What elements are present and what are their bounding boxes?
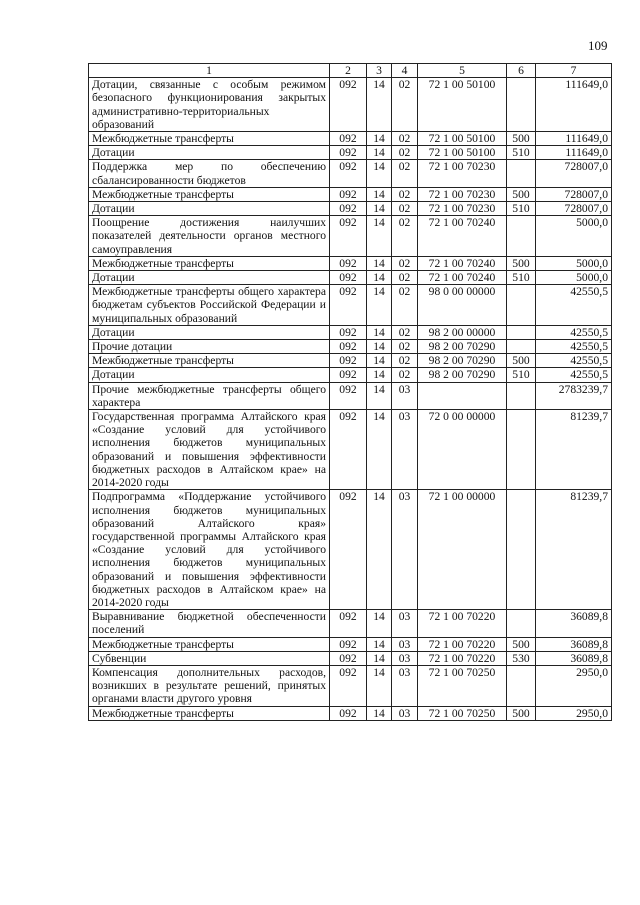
row-section-cell: 14	[367, 651, 392, 665]
row-name-cell: Компенсация дополнительных расходов, возникших в результате решений, принятых органами власти другого уровня	[89, 665, 330, 706]
row-expense-type-cell	[507, 610, 536, 637]
row-expense-type-cell: 500	[507, 706, 536, 720]
table-row	[89, 340, 612, 354]
row-section-cell: 14	[367, 382, 392, 409]
table-row	[89, 285, 612, 326]
row-amount-cell: 36089,8	[536, 651, 612, 665]
row-expense-type-cell: 510	[507, 146, 536, 160]
row-name-cell: Дотации, связанные с особым режимом безопасного функционирования закрытых административно-территориальных образований	[89, 78, 330, 132]
row-admin-code-cell: 092	[330, 325, 367, 339]
row-expense-type-cell: 510	[507, 368, 536, 382]
row-name-cell: Межбюджетные трансферты	[89, 132, 330, 146]
page-number: 109	[588, 38, 608, 53]
row-section-cell: 14	[367, 216, 392, 257]
row-subsection-cell: 02	[392, 285, 418, 326]
table-row	[89, 256, 612, 270]
row-subsection-cell: 02	[392, 354, 418, 368]
row-subsection-cell: 03	[392, 382, 418, 409]
row-target-article-cell: 72 1 00 70220	[418, 651, 507, 665]
table-row	[89, 202, 612, 216]
row-admin-code-cell: 092	[330, 256, 367, 270]
row-target-article-cell: 98 2 00 70290	[418, 368, 507, 382]
row-expense-type-cell	[507, 382, 536, 409]
row-subsection-cell: 02	[392, 78, 418, 132]
row-name-cell: Дотации	[89, 202, 330, 216]
row-name-cell: Дотации	[89, 368, 330, 382]
row-subsection-cell: 02	[392, 146, 418, 160]
row-section-cell: 14	[367, 637, 392, 651]
row-target-article-cell: 98 2 00 00000	[418, 325, 507, 339]
row-section-cell: 14	[367, 706, 392, 720]
row-subsection-cell: 03	[392, 490, 418, 610]
row-expense-type-cell: 510	[507, 202, 536, 216]
row-admin-code-cell: 092	[330, 651, 367, 665]
table-row	[89, 410, 612, 490]
row-name-cell: Выравнивание бюджетной обеспеченности поселений	[89, 610, 330, 637]
row-section-cell: 14	[367, 132, 392, 146]
row-name-cell: Субвенции	[89, 651, 330, 665]
row-subsection-cell: 03	[392, 651, 418, 665]
header-cell: 7	[536, 64, 612, 78]
row-amount-cell: 81239,7	[536, 490, 612, 610]
row-name-cell: Межбюджетные трансферты	[89, 187, 330, 201]
row-name-cell: Дотации	[89, 146, 330, 160]
row-target-article-cell: 72 0 00 00000	[418, 410, 507, 490]
table-row	[89, 132, 612, 146]
row-name-cell: Межбюджетные трансферты	[89, 706, 330, 720]
table-row	[89, 610, 612, 637]
row-target-article-cell: 72 1 00 00000	[418, 490, 507, 610]
table-row	[89, 216, 612, 257]
row-amount-cell: 36089,8	[536, 637, 612, 651]
row-name-cell: Поощрение достижения наилучших показателей деятельности органов местного самоуправления	[89, 216, 330, 257]
header-cell: 2	[330, 64, 367, 78]
row-target-article-cell: 72 1 00 70230	[418, 160, 507, 187]
row-section-cell: 14	[367, 78, 392, 132]
row-admin-code-cell: 092	[330, 78, 367, 132]
row-amount-cell: 728007,0	[536, 160, 612, 187]
row-expense-type-cell: 530	[507, 651, 536, 665]
row-expense-type-cell: 500	[507, 354, 536, 368]
row-expense-type-cell: 500	[507, 187, 536, 201]
row-name-cell: Межбюджетные трансферты	[89, 354, 330, 368]
row-admin-code-cell: 092	[330, 202, 367, 216]
row-amount-cell: 5000,0	[536, 256, 612, 270]
row-target-article-cell: 72 1 00 70240	[418, 271, 507, 285]
row-admin-code-cell: 092	[330, 271, 367, 285]
header-cell: 5	[418, 64, 507, 78]
table-row	[89, 354, 612, 368]
row-admin-code-cell: 092	[330, 637, 367, 651]
row-section-cell: 14	[367, 202, 392, 216]
row-name-cell: Межбюджетные трансферты	[89, 256, 330, 270]
row-admin-code-cell: 092	[330, 382, 367, 409]
row-target-article-cell	[418, 382, 507, 409]
row-name-cell: Дотации	[89, 325, 330, 339]
row-section-cell: 14	[367, 340, 392, 354]
table-row	[89, 706, 612, 720]
table-row	[89, 146, 612, 160]
row-subsection-cell: 02	[392, 368, 418, 382]
header-cell: 1	[89, 64, 330, 78]
header-cell: 4	[392, 64, 418, 78]
row-expense-type-cell	[507, 665, 536, 706]
header-cell: 6	[507, 64, 536, 78]
row-section-cell: 14	[367, 187, 392, 201]
row-expense-type-cell	[507, 216, 536, 257]
row-admin-code-cell: 092	[330, 187, 367, 201]
table-row	[89, 325, 612, 339]
row-admin-code-cell: 092	[330, 490, 367, 610]
row-target-article-cell: 72 1 00 70240	[418, 256, 507, 270]
row-amount-cell: 728007,0	[536, 202, 612, 216]
row-section-cell: 14	[367, 610, 392, 637]
row-amount-cell: 2950,0	[536, 665, 612, 706]
row-subsection-cell: 03	[392, 637, 418, 651]
budget-table	[88, 63, 612, 721]
row-section-cell: 14	[367, 354, 392, 368]
row-section-cell: 14	[367, 271, 392, 285]
row-name-cell: Государственная программа Алтайского края «Создание условий для устойчивого исполнения бюджетов муниципальных образований и повышения эффективности бюджетных расходов в Алтайском крае» на 2014-2020 годы	[89, 410, 330, 490]
row-target-article-cell: 72 1 00 50100	[418, 78, 507, 132]
row-admin-code-cell: 092	[330, 665, 367, 706]
row-section-cell: 14	[367, 490, 392, 610]
row-name-cell: Прочие дотации	[89, 340, 330, 354]
table-header-row	[89, 64, 612, 78]
row-amount-cell: 42550,5	[536, 368, 612, 382]
budget-table-body	[89, 64, 612, 721]
row-admin-code-cell: 092	[330, 706, 367, 720]
row-subsection-cell: 02	[392, 187, 418, 201]
row-expense-type-cell: 500	[507, 256, 536, 270]
row-subsection-cell: 02	[392, 256, 418, 270]
row-target-article-cell: 72 1 00 50100	[418, 132, 507, 146]
row-amount-cell: 5000,0	[536, 216, 612, 257]
row-admin-code-cell: 092	[330, 160, 367, 187]
row-expense-type-cell	[507, 325, 536, 339]
row-name-cell: Подпрограмма «Поддержание устойчивого исполнения бюджетов муниципальных образований Алтайского края» государственной программы Алтайского края «Создание условий для устойчивого исполнения бюджетов муниципальных образований и повышения эффективности бюджетных расходов в Алтайском крае» на 2014-2020 годы	[89, 490, 330, 610]
row-admin-code-cell: 092	[330, 146, 367, 160]
row-amount-cell: 111649,0	[536, 78, 612, 132]
table-row	[89, 78, 612, 132]
row-target-article-cell: 72 1 00 70250	[418, 706, 507, 720]
row-admin-code-cell: 092	[330, 410, 367, 490]
row-admin-code-cell: 092	[330, 610, 367, 637]
row-target-article-cell: 72 1 00 70220	[418, 637, 507, 651]
row-subsection-cell: 03	[392, 665, 418, 706]
row-expense-type-cell	[507, 410, 536, 490]
row-name-cell: Дотации	[89, 271, 330, 285]
row-amount-cell: 42550,5	[536, 285, 612, 326]
row-expense-type-cell: 500	[507, 637, 536, 651]
row-subsection-cell: 02	[392, 271, 418, 285]
row-subsection-cell: 02	[392, 132, 418, 146]
row-admin-code-cell: 092	[330, 216, 367, 257]
row-admin-code-cell: 092	[330, 354, 367, 368]
row-subsection-cell: 03	[392, 410, 418, 490]
row-target-article-cell: 72 1 00 70240	[418, 216, 507, 257]
row-name-cell: Межбюджетные трансферты	[89, 637, 330, 651]
row-expense-type-cell: 510	[507, 271, 536, 285]
row-subsection-cell: 03	[392, 706, 418, 720]
row-amount-cell: 2950,0	[536, 706, 612, 720]
row-section-cell: 14	[367, 368, 392, 382]
row-section-cell: 14	[367, 256, 392, 270]
row-amount-cell: 728007,0	[536, 187, 612, 201]
row-expense-type-cell	[507, 78, 536, 132]
row-target-article-cell: 72 1 00 70230	[418, 202, 507, 216]
row-admin-code-cell: 092	[330, 368, 367, 382]
row-amount-cell: 111649,0	[536, 132, 612, 146]
row-expense-type-cell	[507, 490, 536, 610]
row-amount-cell: 42550,5	[536, 340, 612, 354]
row-target-article-cell: 98 0 00 00000	[418, 285, 507, 326]
row-target-article-cell: 72 1 00 70250	[418, 665, 507, 706]
row-admin-code-cell: 092	[330, 340, 367, 354]
table-row	[89, 160, 612, 187]
row-subsection-cell: 02	[392, 340, 418, 354]
row-amount-cell: 5000,0	[536, 271, 612, 285]
row-expense-type-cell	[507, 340, 536, 354]
table-row	[89, 271, 612, 285]
row-amount-cell: 81239,7	[536, 410, 612, 490]
table-row	[89, 490, 612, 610]
row-name-cell: Прочие межбюджетные трансферты общего характера	[89, 382, 330, 409]
row-name-cell: Поддержка мер по обеспечению сбалансированности бюджетов	[89, 160, 330, 187]
row-expense-type-cell	[507, 285, 536, 326]
table-row	[89, 651, 612, 665]
row-subsection-cell: 02	[392, 202, 418, 216]
row-subsection-cell: 02	[392, 325, 418, 339]
row-amount-cell: 42550,5	[536, 354, 612, 368]
row-section-cell: 14	[367, 410, 392, 490]
row-expense-type-cell: 500	[507, 132, 536, 146]
row-target-article-cell: 98 2 00 70290	[418, 354, 507, 368]
row-expense-type-cell	[507, 160, 536, 187]
row-subsection-cell: 02	[392, 160, 418, 187]
table-row	[89, 368, 612, 382]
row-admin-code-cell: 092	[330, 132, 367, 146]
row-target-article-cell: 98 2 00 70290	[418, 340, 507, 354]
row-target-article-cell: 72 1 00 50100	[418, 146, 507, 160]
row-amount-cell: 2783239,7	[536, 382, 612, 409]
row-target-article-cell: 72 1 00 70220	[418, 610, 507, 637]
row-section-cell: 14	[367, 146, 392, 160]
row-subsection-cell: 03	[392, 610, 418, 637]
row-name-cell: Межбюджетные трансферты общего характера бюджетам субъектов Российской Федерации и муниципальных образований	[89, 285, 330, 326]
row-section-cell: 14	[367, 285, 392, 326]
row-amount-cell: 36089,8	[536, 610, 612, 637]
row-admin-code-cell: 092	[330, 285, 367, 326]
header-cell: 3	[367, 64, 392, 78]
row-target-article-cell: 72 1 00 70230	[418, 187, 507, 201]
row-section-cell: 14	[367, 665, 392, 706]
table-row	[89, 665, 612, 706]
row-section-cell: 14	[367, 325, 392, 339]
table-row	[89, 382, 612, 409]
row-section-cell: 14	[367, 160, 392, 187]
table-row	[89, 187, 612, 201]
row-subsection-cell: 02	[392, 216, 418, 257]
row-amount-cell: 42550,5	[536, 325, 612, 339]
table-row	[89, 637, 612, 651]
row-amount-cell: 111649,0	[536, 146, 612, 160]
